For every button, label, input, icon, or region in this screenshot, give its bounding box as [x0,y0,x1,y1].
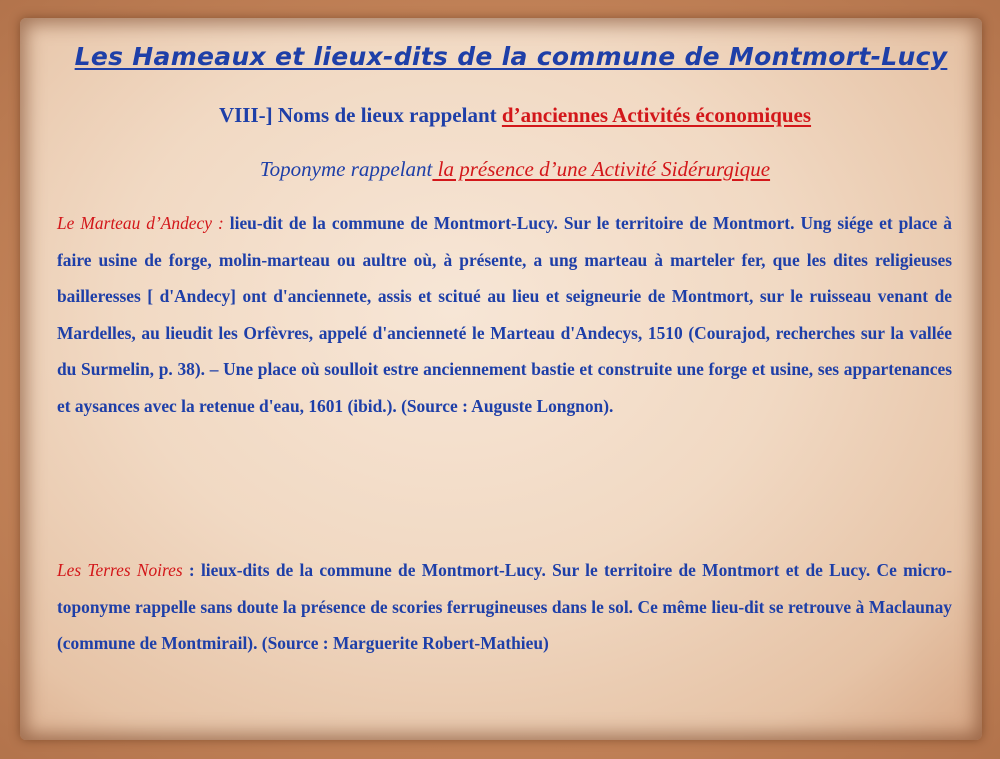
subsection-heading [0,157,1000,182]
entry-term: Les Terres Noires [57,560,183,580]
entry-text: lieu-dit de la commune de Montmort-Lucy. Sur le territoire de Montmort. Ung siége et place à faire usine de forge, molin-marteau ou aultre où, à présente, a ung marteau à marteler fer, que les dites religieuses bailleresses [ d'Andecy] ont d'anciennete, assis et scitué au lieu et seigneurie de Montmort, sur le ruisseau venant de Mardelles, au lieudit les Orfèvres, appelé d'ancienneté le Marteau d'Andecys, 1510 (Courajod, recherches sur la vallée du Surmelin, p. 38). – Une place où soulloit estre anciennement bastie et construite une forge et usine, ses appartenances et aysances avec la retenue d'eau, 1601 (ibid.). (Source : Auguste Longnon). [57,213,952,416]
page-title: Les Hameaux et lieux-dits de la commune de Montmort-Lucy [74,42,948,71]
side-credit [0,125,8,625]
section-heading-prefix: VIII-] Noms de lieux rappelant [218,103,502,127]
entry-marteau-andecy [57,205,952,424]
subsection-heading-highlight: la présence d’une Activité Sidérurgique [432,157,771,181]
entry-text: : lieux-dits de la commune de Montmort-Lucy. Sur le territoire de Montmort et de Lucy. Ce micro-toponyme rappelle sans doute la présence de scories ferrugineuses dans le sol. Ce même lieu-dit se retrouve à Maclaunay (commune de Montmirail). (Source : Marguerite Robert-Mathieu) [57,560,952,653]
subsection-heading-prefix: Toponyme rappelant [259,157,433,181]
section-heading-highlight: d’anciennes Activités économiques [501,103,812,127]
section-heading [0,103,1000,128]
entry-term: Le Marteau d’Andecy : [57,213,224,233]
entry-terres-noires [57,552,952,662]
